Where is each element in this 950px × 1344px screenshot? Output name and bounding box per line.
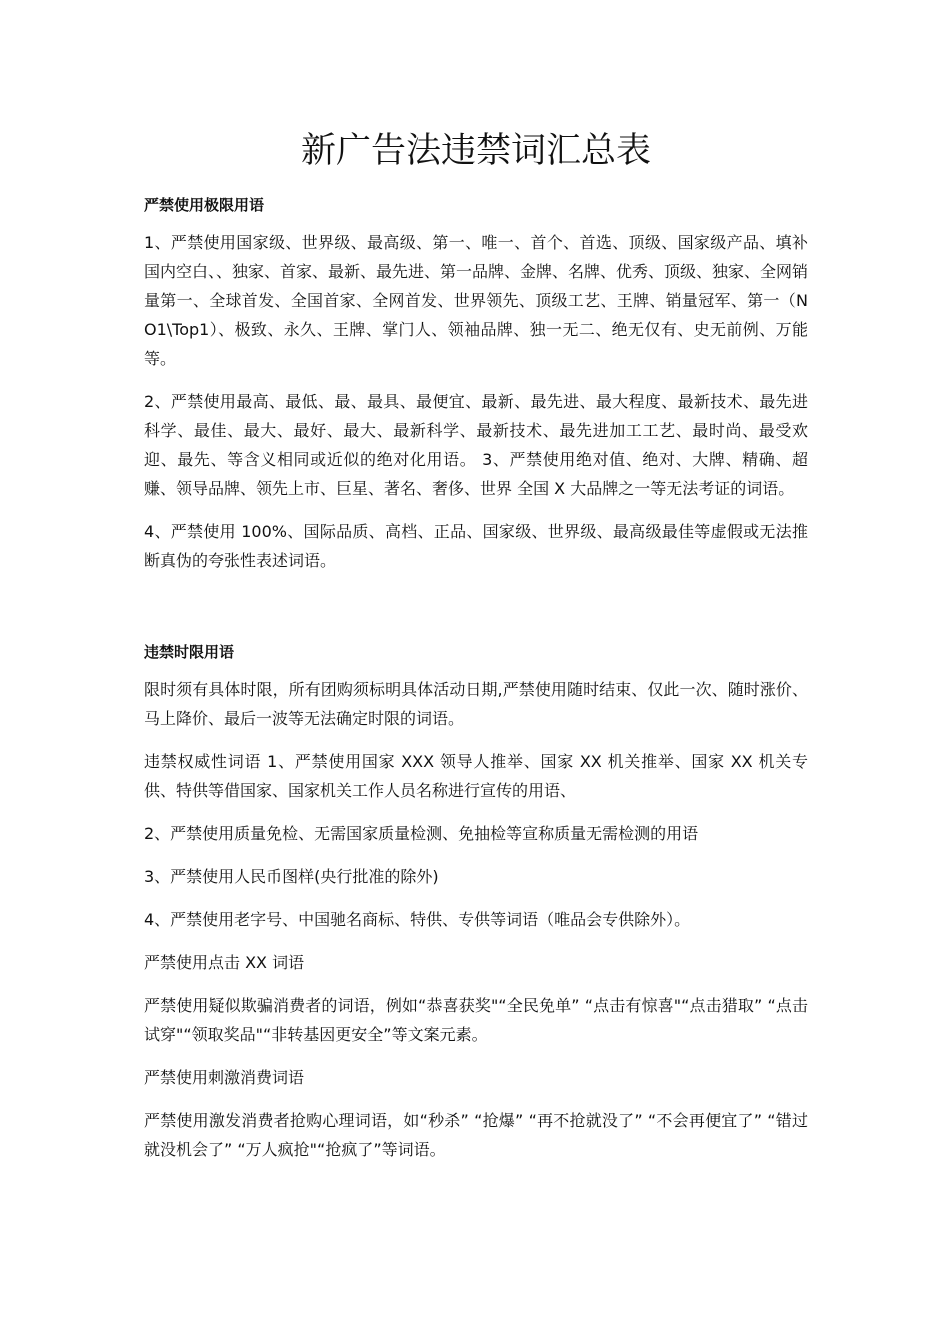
paragraph-item: 严禁使用疑似欺骗消费者的词语，例如“恭喜获奖"“全民免单” “点击有惊喜"“点击猎取” “点击试穿"“领取奖品"“非转基因更安全”等文案元素。 [144,996,808,1044]
paragraph-item: 违禁权威性词语 1、严禁使用国家 XXX 领导人推举、国家 XX 机关推举、国家 XX 机关专供、特供等借国家、国家机关工作人员名称进行宣传的用语、 [144,752,808,800]
paragraph-item: 3、严禁使用人民币图样(央行批准的除外) [144,867,439,886]
paragraph-item: 2、严禁使用最高、最低、最、最具、最便宜、最新、最先进、最大程度、最新技术、最先进科学、最佳、最大、最好、最大、最新科学、最新技术、最先进加工工艺、最时尚、最受欢迎、最先、等含义相同或近似的绝对化用语。 3、严禁使用绝对值、绝对、大牌、精确、超赚、领导品牌、领先上市、巨星、著名、奢侈、世界 全国 X 大品牌之一等无法考证的词语。 [144,392,808,498]
paragraph-item: 限时须有具体时限，所有团购须标明具体活动日期,严禁使用随时结束、仅此一次、随时涨价、马上降价、最后一波等无法确定时限的词语。 [144,680,808,728]
document-title: 新广告法违禁词汇总表 [300,131,651,171]
section-time-limit-terms [144,641,808,1164]
paragraph-item: 严禁使用点击 XX 词语 [144,953,305,972]
paragraph-item: 严禁使用激发消费者抢购心理词语，如“秒杀” “抢爆” “再不抢就没了” “不会再便宜了” “错过就没机会了” “万人疯抢"“抢疯了”等词语。 [144,1111,808,1159]
paragraph-item: 2、严禁使用质量免检、无需国家质量检测、免抽检等宣称质量无需检测的用语 [144,824,699,843]
document-content [144,125,808,1164]
paragraph-item: 4、严禁使用 100%、国际品质、高档、正品、国家级、世界级、最高级最佳等虚假或无法推断真伪的夸张性表述词语。 [144,522,808,570]
section-heading: 严禁使用极限用语 [144,196,265,214]
paragraph-item: 1、严禁使用国家级、世界级、最高级、第一、唯一、首个、首选、顶级、国家级产品、填补国内空白、、独家、首家、最新、最先进、第一品牌、金牌、名牌、优秀、顶级、独家、全网销量第一、全球首发、全国首家、全网首发、世界领先、顶级工艺、王牌、销量冠军、第一（NO1\Top1）、极致、永久、王牌、掌门人、领袖品牌、独一无二、绝无仅有、史无前例、万能等。 [144,233,809,368]
section-heading: 违禁时限用语 [144,643,235,661]
section-extreme-terms [144,194,808,575]
paragraph-item: 严禁使用刺激消费词语 [144,1068,305,1087]
paragraph-item: 4、严禁使用老字号、中国驰名商标、特供、专供等词语（唯品会专供除外）。 [144,910,691,929]
